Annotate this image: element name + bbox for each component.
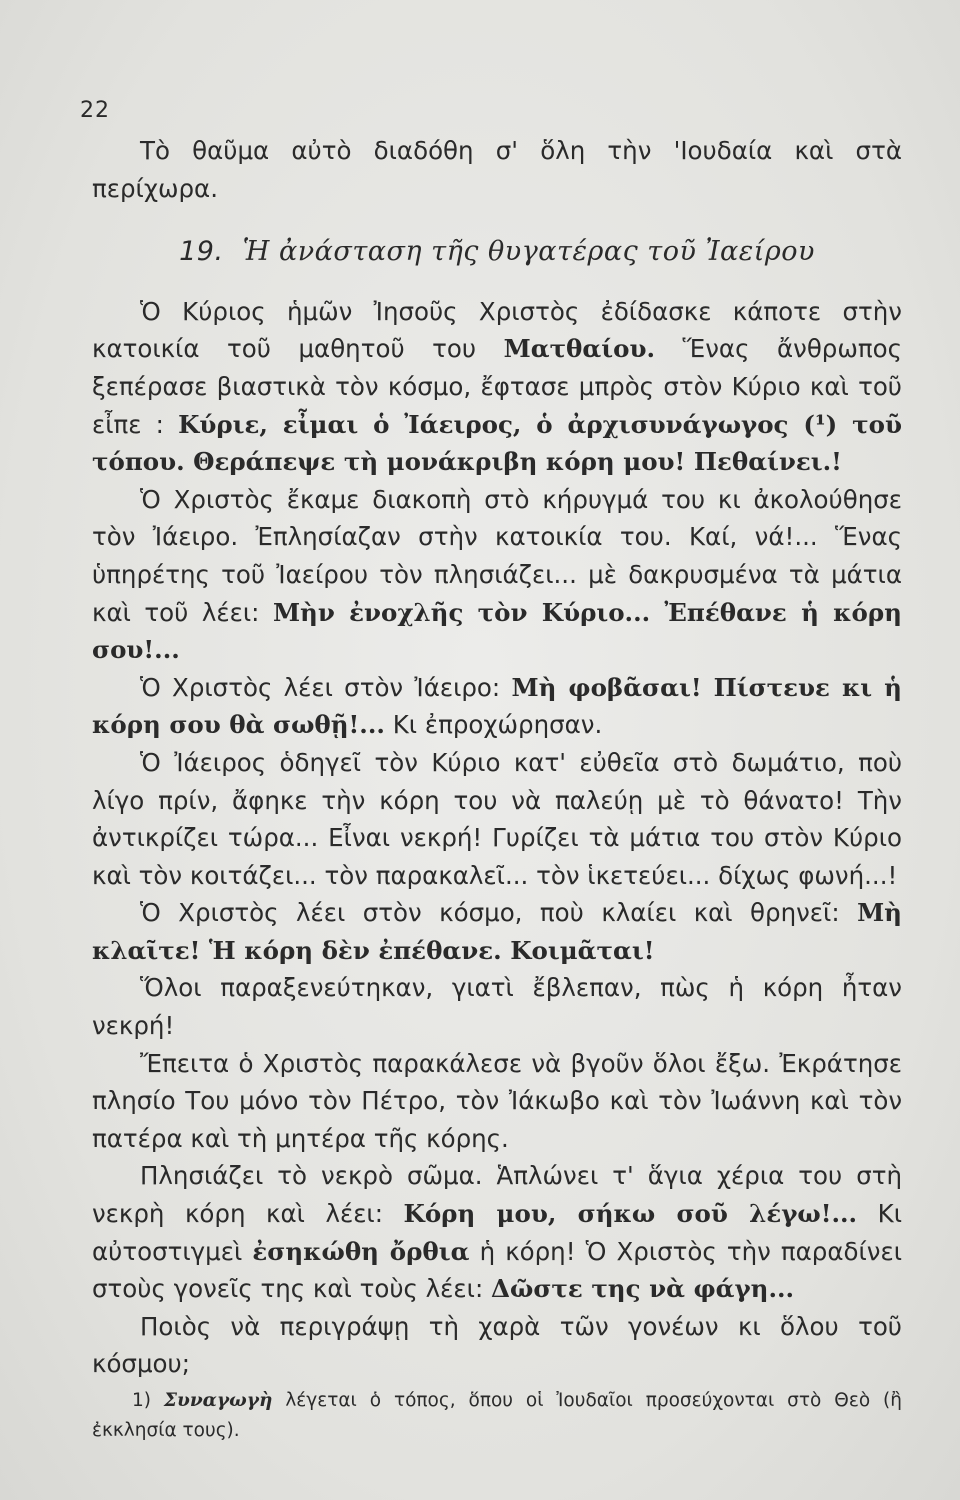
paragraph: Ὁ Ἰάειρος ὁδηγεῖ τὸν Κύριο κατ' εὐθεῖα στὸ δωμάτιο, ποὺ λίγο πρίν, ἄφηκε τὴν κόρη του νὰ παλεύῃ μὲ τὸ θάνατο! Τὴν ἀντικρίζει τώρα... Εἶναι νεκρή! Γυρίζει τὰ μάτια του στὸν Κύριο καὶ τὸν κοιτάζει... τὸν παρακαλεῖ... τὸν ἱκετεύει... δίχως φωνή...! [92,747,902,890]
footnote [92,1386,902,1446]
text-run-bold: Μὴ κλαῖτε! Ἡ κόρη δὲν ἐπέθανε. Κοιμᾶται! [92,898,902,965]
paragraph [92,894,902,969]
text-run: Ὁ Χριστὸς ἔκαμε διακοπὴ στὸ κήρυγμά του κι ἀκολούθησε τὸν Ἰάειρο. Ἐπλησίαζαν στὴν κατοικία του. Καί, νά!... Ἕνας ὑπηρέτης τοῦ Ἰαείρου τὸν πλησιάζει... μὲ δακρυσμένα τὰ μάτια καὶ τοῦ λέει: [92,484,902,627]
footnote-text: λέγεται ὁ τόπος, ὅπου οἱ Ἰουδαῖοι προσεύχονται στὸ Θεὸ (ἢ ἐκκλησία τους). [92,1390,902,1441]
text-run: Πλησιάζει τὸ νεκρὸ σῶμα. Ἁπλώνει τ' ἅγια χέρια του στὴ νεκρὴ κόρη καὶ λέει: [92,1161,902,1229]
text-run: Ἕνας ἄνθρωπος ξεπέρασε βιαστικὰ τὸν κόσμο, ἔφτασε μπρὸς στὸν Κύριο καὶ τοῦ εἶπε : [92,334,902,439]
section-number: 19. [179,236,224,268]
paragraph: Ὅλοι παραξενεύτηκαν, γιατὶ ἔβλεπαν, πὼς ἡ κόρη ἦταν νεκρή! [92,973,902,1041]
paragraph [92,1157,902,1307]
page-number: 22 [80,98,110,123]
text-run-bold: Κόρη μου, σήκω σοῦ λέγω!... [403,1199,858,1229]
footnote-marker: 1) [132,1390,151,1411]
paragraph [92,669,902,744]
footnote-section [92,1386,902,1446]
paragraph: Ποιὸς νὰ περιγράψῃ τὴ χαρὰ τῶν γονέων κι ὅλου τοῦ κόσμου; [92,1311,902,1379]
paragraph [92,293,902,481]
paragraph [92,481,902,669]
text-run: ἡ κόρη! Ὁ Χριστὸς τὴν παραδίνει στοὺς γονεῖς της καὶ τοὺς λέει: [92,1236,902,1304]
text-run: Ὁ Κύριος ἡμῶν Ἰησοῦς Χριστὸς ἐδίδασκε κάποτε στὴν κατοικία τοῦ μαθητοῦ του [92,296,902,364]
text-run-bold: ἐσηκώθη ὄρθια [252,1236,470,1266]
footnote-term: Συναγωγὴ [163,1390,273,1411]
text-run: Κι ἐπροχώρησαν. [392,710,603,740]
text-run: Ὁ Χριστὸς λέει στὸν Ἰάειρο: [140,672,501,702]
text-run: Ὁ Χριστὸς λέει στὸν κόσμο, ποὺ κλαίει καὶ θρηνεῖ: [140,898,840,928]
text-run-bold: Ματθαίου. [503,334,655,364]
section-heading [92,233,902,271]
text-run-bold: Κύριε, εἶμαι ὁ Ἰάειρος, ὁ ἀρχισυνάγωγος (¹) τοῦ τόπου. Θεράπεψε τὴ μονάκριβη κόρη μου! Πεθαίνει.! [92,409,902,477]
main-text [92,132,902,1383]
section-title: Ἡ ἀνάσταση τῆς θυγατέρας τοῦ Ἰαείρου [242,236,815,268]
text-run-bold: Μὴ φοβᾶσαι! Πίστευε κι ἡ κόρη σου θὰ σωθῇ!... [92,672,902,740]
paragraph: Τὸ θαῦμα αὐτὸ διαδόθη σ' ὅλη τὴν 'Ιουδαία καὶ στὰ περίχωρα. [92,136,902,203]
paragraph: Ἔπειτα ὁ Χριστὸς παρακάλεσε νὰ βγοῦν ὅλοι ἔξω. Ἐκράτησε πλησίο Του μόνο τὸν Πέτρο, τὸν Ἰάκωβο καὶ τὸν Ἰωάννη καὶ τὸν πατέρα καὶ τὴ μητέρα τῆς κόρης. [92,1048,902,1153]
text-run-bold: Δῶστε της νὰ φάγη... [491,1274,795,1304]
text-run: Κι αὐτοστιγμεὶ [92,1199,902,1266]
text-run-bold: Μὴν ἐνοχλῆς τὸν Κύριο... Ἐπέθανε ἡ κόρη σου!... [92,597,902,665]
